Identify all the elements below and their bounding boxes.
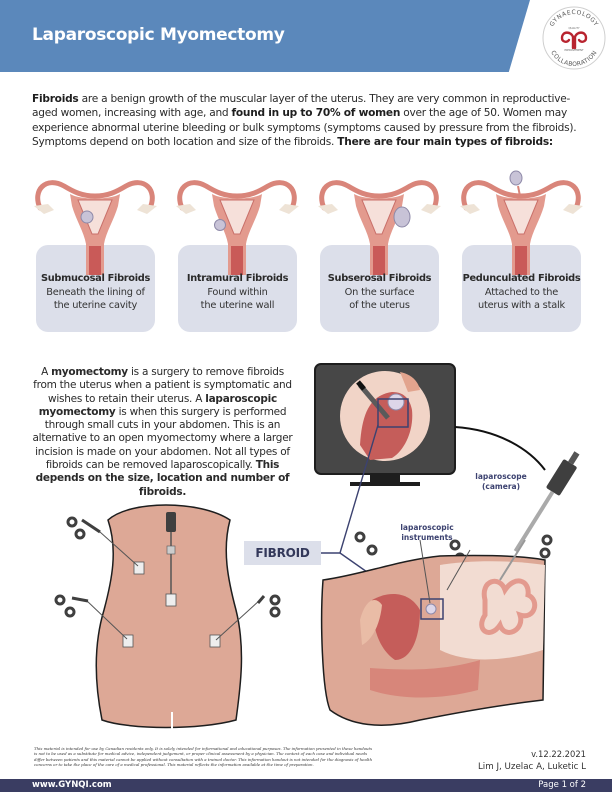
uterus-pedunculated-icon bbox=[452, 170, 591, 275]
logo-top-text: GYNAECOLOGY bbox=[548, 8, 600, 28]
intro-bold-four-types: There are four main types of fibroids: bbox=[337, 135, 553, 148]
uterus-submucosal-icon bbox=[26, 170, 165, 275]
uterus-intramural-icon bbox=[168, 170, 307, 275]
bold-laparoscopic-myomectomy: laparoscopic myomectomy bbox=[38, 392, 277, 418]
myomectomy-paragraph: A myomectomy is a surgery to remove fibroids from the uterus when a patient is symptomatic and wishes to retain their uterus. A laparoscopic myomectomy is when this surgery is performed through small cuts in your abdomen. This is an alternative to an open myomectomy where a larger incision is made on your abdomen. Not all types of fibroids can be removed laparoscopically. This depends on the size, location and number of fibroids. bbox=[32, 366, 293, 498]
side-view-abdomen-icon bbox=[322, 540, 545, 725]
intro-bold-70pct: found in up to 70% of women bbox=[231, 107, 401, 120]
fibroid-label: FIBROID bbox=[244, 541, 321, 565]
bold-myomectomy: myomectomy bbox=[51, 366, 128, 378]
version-label: v.12.22.2021 bbox=[531, 749, 586, 759]
fibroid-type-desc: Attached to the uterus with a stalk bbox=[477, 287, 566, 311]
instruments-label: laparoscopic instruments bbox=[400, 523, 454, 542]
intro-text-1: are a benign growth of the muscular layer of the uterus. They are very common in reproductive-aged women, increasing with age, and bbox=[32, 93, 571, 120]
fibroid-type-desc: On the surface of the uterus bbox=[344, 287, 415, 311]
footer-bar bbox=[0, 779, 612, 792]
logo-bottom-text: COLLABORATION bbox=[549, 49, 599, 69]
gynqi-logo-icon bbox=[540, 4, 608, 72]
fibroid-type-title: Intramural Fibroids bbox=[186, 273, 289, 284]
page-number: Page 1 of 2 bbox=[538, 780, 586, 790]
logo-inner-bottom: IMPROVEMENT bbox=[564, 49, 584, 52]
intro-bold-fibroids: Fibroids bbox=[32, 93, 79, 105]
fibroid-type-title: Pedunculated Fibroids bbox=[462, 273, 581, 284]
fibroid-type-desc: Beneath the lining of the uterine cavity bbox=[46, 287, 145, 311]
laparoscope-icon bbox=[509, 449, 584, 556]
authors-label: Lim J, Uzelac A, Luketic L bbox=[477, 762, 586, 772]
fibroid-type-title: Submucosal Fibroids bbox=[40, 273, 151, 284]
intro-text-2: over the age of 50. Women may experience abnormal uterine bleeding or bulk symptoms (symptoms caused by pressure from the fibroids). Symptoms depend on both location and size of the fibroids. bbox=[32, 107, 577, 148]
fibroid-type-card-submucosal bbox=[36, 172, 155, 332]
monitor-icon bbox=[315, 364, 455, 486]
fibroid-type-card-pedunculated bbox=[462, 172, 581, 332]
website-link[interactable]: www.GYNQI.com bbox=[32, 780, 112, 790]
intro-paragraph bbox=[32, 92, 587, 149]
logo-inner-top: QUALITY bbox=[568, 27, 580, 30]
fibroid-types bbox=[36, 172, 584, 332]
disclaimer-text: This material is intended for use by Canadian residents only. It is solely intended for informational and educational purposes. The information presented in these handouts is not to be used as a substitute for medical advice, independent judgement, or proper clinical assessment by a physician. The context of each case and individual needs differ between patients and this material cannot be applied without consultation with a trained doctor. This information handout is not intended for the diagnosis of health concerns or to take the place of the care of a medical professional. This material reflects the information available at the time of preparation. bbox=[34, 746, 373, 767]
torso-front-icon bbox=[86, 505, 260, 730]
laparoscope-label: laparoscope (camera) bbox=[475, 472, 527, 491]
fibroid-type-card-intramural bbox=[178, 172, 297, 332]
uterus-subserosal-icon bbox=[310, 170, 449, 275]
page-title: Laparoscopic Myomectomy bbox=[32, 25, 285, 45]
fibroid-type-title: Subserosal Fibroids bbox=[327, 273, 432, 284]
fibroid-type-desc: Found within the uterine wall bbox=[200, 287, 275, 311]
fibroid-type-card-subserosal bbox=[320, 172, 439, 332]
bold-depends: This depends on the size, location and number of fibroids. bbox=[35, 459, 290, 498]
